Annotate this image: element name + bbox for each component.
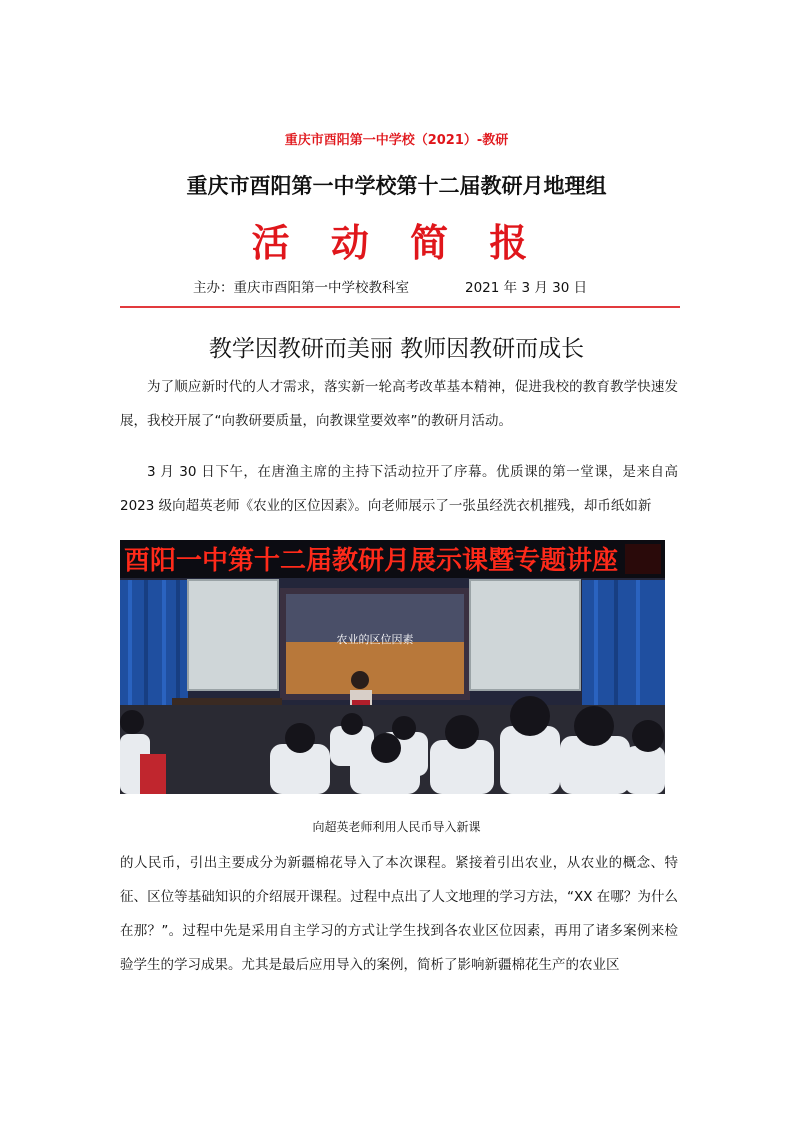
slide-title: 农业的区位因素 — [336, 633, 414, 646]
paragraph-lesson: 的人民币，引出主要成分为新疆棉花导入了本次课程。紧接着引出农业，从农业的概念、特征、区位等基础知识的介绍展开课程。过程中点出了人文地理的学习方法，“XX 在哪？为什么在那？”。过程中先是采用自主学习的方式让学生找到各农业区位因素，再用了诸多案例来检验学生的学习成果。尤其是最后应用导入的案例，简析了影响新疆棉花生产的农业区 — [120, 855, 678, 973]
host-line — [193, 276, 587, 296]
banner-text: 酉阳一中第十二届教研月展示课暨专题讲座 — [124, 546, 619, 576]
paragraph-opening: 3 月 30 日下午，在唐渔主席的主持下活动拉开了序幕。优质课的第一堂课，是来自高 2023 级向超英老师《农业的区位因素》。向老师展示了一张虽经洗衣机摧残，却币纸如新 — [120, 464, 678, 514]
paragraph-intro: 为了顺应新时代的人才需求，落实新一轮高考改革基本精神，促进我校的教育教学快速发展，我校开展了“向教研要质量，向教课堂要效率”的教研月活动。 — [120, 379, 678, 429]
report-date: 2021 年 3 月 30 日 — [465, 280, 588, 296]
classroom-photo — [120, 540, 665, 794]
host-text: 主办：重庆市酉阳第一中学校教科室 — [193, 280, 409, 296]
photo-caption: 向超英老师利用人民币导入新课 — [312, 820, 481, 834]
article-subtitle: 教学因教研而美丽 教师因教研而成长 — [208, 336, 585, 362]
report-title-red: 活 动 简 报 — [251, 221, 542, 265]
school-tag: 重庆市酉阳第一中学校（2021）-教研 — [284, 133, 509, 148]
header-divider — [120, 306, 680, 308]
report-title: 重庆市酉阳第一中学校第十二届教研月地理组 — [186, 174, 607, 198]
